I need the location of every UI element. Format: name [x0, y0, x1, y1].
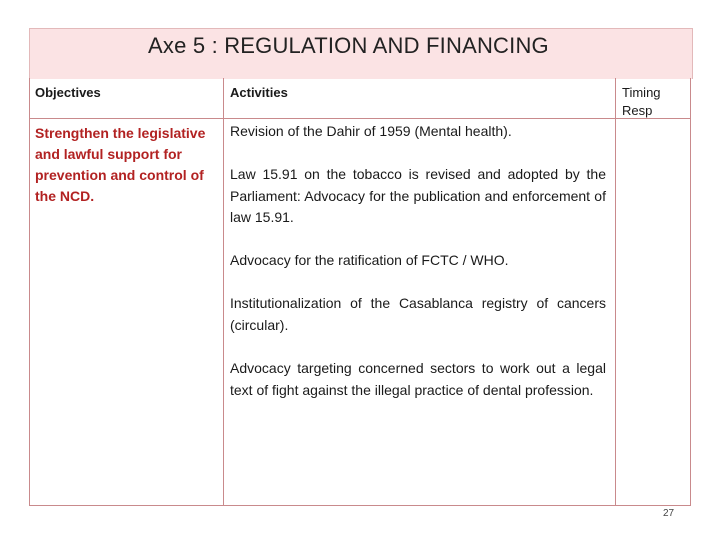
column-divider [223, 78, 224, 505]
header-timing-label: Timing [622, 85, 661, 100]
objectives-table [29, 78, 691, 506]
page-number: 27 [663, 508, 675, 519]
activity-item: Revision of the Dahir of 1959 (Mental health). [230, 123, 512, 139]
slide-title: Axe 5 : REGULATION AND FINANCING [148, 33, 549, 58]
column-divider [615, 78, 616, 505]
title-bar [29, 28, 693, 79]
objective-text: Strengthen the legislative and lawful support for prevention and control of the NCD. [35, 125, 206, 204]
header-divider [30, 118, 690, 119]
header-activities: Activities [230, 85, 288, 100]
header-resp-label: Resp [622, 103, 653, 118]
header-timing [622, 84, 661, 120]
activity-item: Law 15.91 on the tobacco is revised and adopted by the Parliament: Advocacy for the publication and enforcement of law 15.91. [230, 166, 606, 225]
header-objectives: Objectives [35, 85, 101, 100]
activity-item: Advocacy for the ratification of FCTC / WHO. [230, 252, 509, 268]
activity-item: Institutionalization of the Casablanca registry of cancers (circular). [230, 295, 606, 333]
activity-item: Advocacy targeting concerned sectors to work out a legal text of fight against the illegal practice of dental profession. [230, 360, 606, 398]
